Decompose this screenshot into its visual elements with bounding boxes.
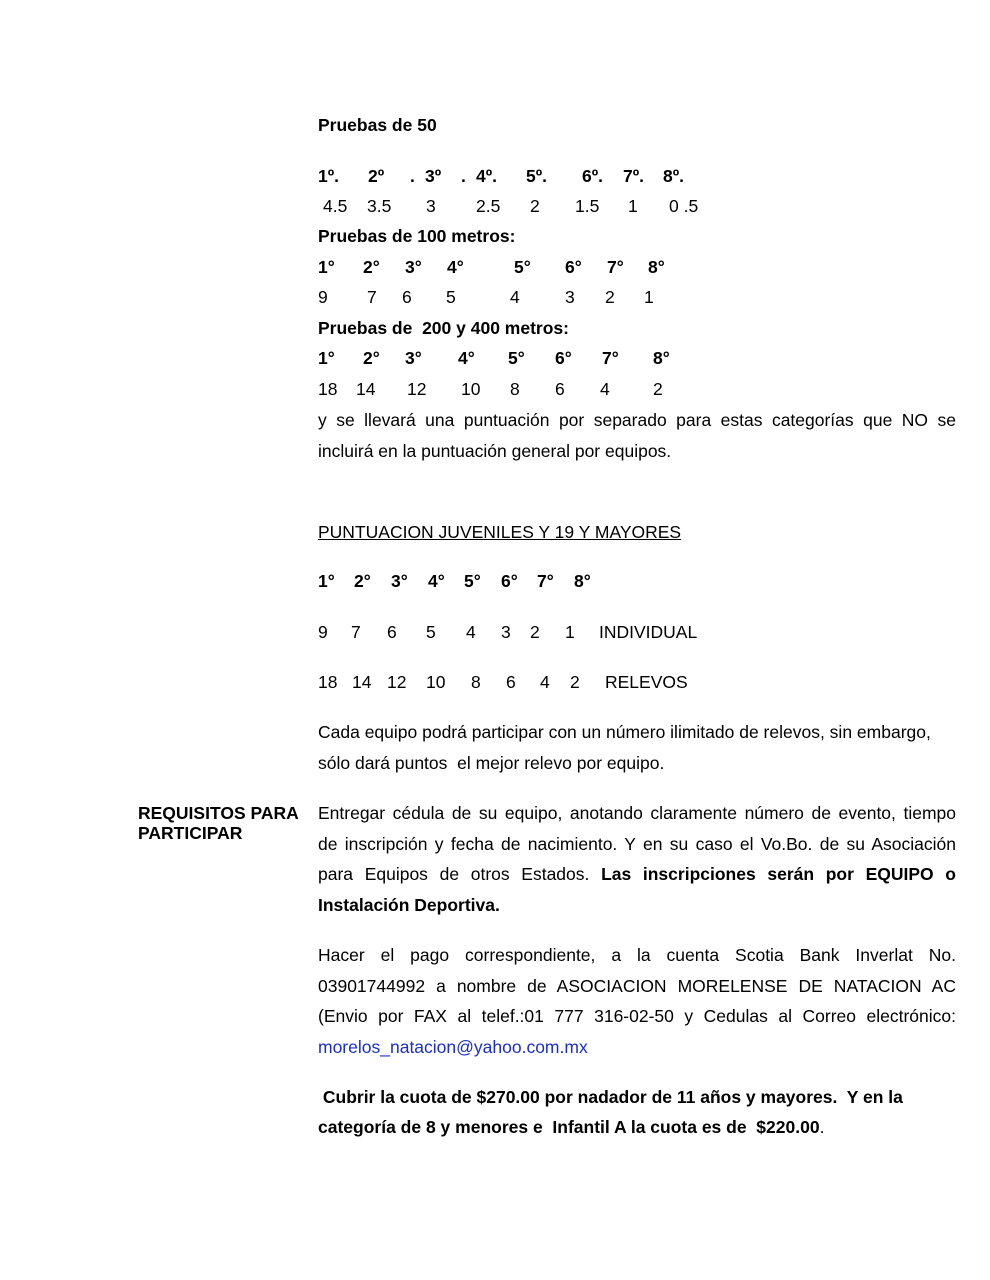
place: 6° — [565, 257, 582, 277]
points: 5 — [426, 622, 436, 642]
place: 6º. — [582, 166, 603, 186]
requisitos-p1-line4: Instalación Deportiva. — [318, 895, 500, 915]
place: 2º — [368, 166, 385, 186]
points: 8 — [510, 379, 520, 399]
place: 2° — [363, 257, 380, 277]
points: 14 — [352, 672, 372, 692]
place: 2° — [363, 348, 380, 368]
points: 6 — [506, 672, 516, 692]
email-link[interactable]: morelos_natacion@yahoo.com.mx — [318, 1037, 588, 1057]
place: 6° — [501, 571, 518, 591]
points: 9 — [318, 622, 328, 642]
requisitos-label-line2: PARTICIPAR — [138, 823, 243, 843]
requisitos-p3-line2 — [318, 1117, 824, 1137]
requisitos-p3-line2-end: . — [819, 1117, 825, 1137]
points: 2 — [570, 672, 580, 692]
requisitos-p1-line3-normal: para Equipos de otros Estados. — [318, 864, 590, 884]
points: 6 — [387, 622, 397, 642]
requisitos-p1-line3-bold: Las inscripciones serán por EQUIPO o — [601, 864, 956, 884]
points: 2 — [653, 379, 663, 399]
requisitos-p1-line1: Entregar cédula de su equipo, anotando claramente número de evento, tiempo — [318, 803, 956, 823]
requisitos-p1-line3 — [318, 864, 956, 884]
points: 6 — [402, 287, 412, 307]
place: 8° — [574, 571, 591, 591]
points: 4 — [540, 672, 550, 692]
requisitos-p2-line2: 03901744992 a nombre de ASOCIACION MORELENSE DE NATACION AC — [318, 976, 956, 996]
separado-text-line1: y se llevará una puntuación por separado para estas categorías que NO se — [318, 410, 956, 430]
place: 3° — [391, 571, 408, 591]
separado-text-line2: incluirá en la puntuación general por equipos. — [318, 441, 672, 461]
points: 8 — [471, 672, 481, 692]
requisitos-label — [138, 803, 308, 843]
points: 1 — [565, 622, 575, 642]
place: 4° — [447, 257, 464, 277]
points: 3 — [565, 287, 575, 307]
place: . — [461, 166, 466, 186]
points: 10 — [426, 672, 446, 692]
place: 4º. — [476, 166, 497, 186]
points: 5 — [446, 287, 456, 307]
points: 7 — [351, 622, 361, 642]
juveniles-title: PUNTUACION JUVENILES Y 19 Y MAYORES — [318, 522, 682, 542]
requisitos-p3-line1: Cubrir la cuota de $270.00 por nadador de 11 años y mayores. Y en la — [318, 1087, 903, 1107]
place: 4° — [458, 348, 475, 368]
points: 12 — [387, 672, 407, 692]
place: 3° — [405, 257, 422, 277]
pruebas-50-title: Pruebas de 50 — [318, 115, 437, 135]
requisitos-p2-line3: (Envio por FAX al telef.:01 777 316-02-50 y Cedulas al Correo electrónico: — [318, 1006, 956, 1026]
place: 8° — [648, 257, 665, 277]
place: 3º — [425, 166, 442, 186]
points: 2.5 — [476, 196, 501, 216]
place: 4° — [428, 571, 445, 591]
requisitos-label-line1: REQUISITOS PARA — [138, 803, 299, 823]
relevos-label: RELEVOS — [605, 672, 688, 692]
points: 3.5 — [367, 196, 392, 216]
points: 4 — [600, 379, 610, 399]
place: 1º. — [318, 166, 339, 186]
place: 1° — [318, 257, 335, 277]
place: 5° — [464, 571, 481, 591]
pruebas-100-title: Pruebas de 100 metros: — [318, 226, 516, 246]
points: 2 — [530, 622, 540, 642]
place: 5° — [508, 348, 525, 368]
place: 8° — [653, 348, 670, 368]
points: 4.5 — [323, 196, 348, 216]
place: . — [410, 166, 415, 186]
points: 6 — [555, 379, 565, 399]
points: 4 — [466, 622, 476, 642]
points: 3 — [501, 622, 511, 642]
points: 18 — [318, 379, 338, 399]
relevos-text-line2: sólo dará puntos el mejor relevo por equipo. — [318, 753, 665, 773]
points: 3 — [426, 196, 436, 216]
points: 4 — [510, 287, 520, 307]
place: 1° — [318, 348, 335, 368]
place: 7° — [607, 257, 624, 277]
place: 7º. — [623, 166, 644, 186]
points: 7 — [367, 287, 377, 307]
requisitos-p2-line1: Hacer el pago correspondiente, a la cuenta Scotia Bank Inverlat No. — [318, 945, 956, 965]
requisitos-p1-line2: de inscripción y fecha de nacimiento. Y en su caso el Vo.Bo. de su Asociación — [318, 834, 956, 854]
place: 3° — [405, 348, 422, 368]
points: 1.5 — [575, 196, 600, 216]
points: 2 — [605, 287, 615, 307]
pruebas-200-400-title: Pruebas de 200 y 400 metros: — [318, 318, 569, 338]
points: 1 — [628, 196, 638, 216]
points: 9 — [318, 287, 328, 307]
place: 7° — [537, 571, 554, 591]
points: 12 — [407, 379, 427, 399]
points: 14 — [356, 379, 376, 399]
place: 5° — [514, 257, 531, 277]
points: 0 .5 — [669, 196, 699, 216]
points: 10 — [461, 379, 481, 399]
place: 2° — [354, 571, 371, 591]
relevos-text-line1: Cada equipo podrá participar con un número ilimitado de relevos, sin embargo, — [318, 722, 931, 742]
place: 1° — [318, 571, 335, 591]
requisitos-p3-line2-bold: categoría de 8 y menores e Infantil A la cuota es de $220.00 — [318, 1117, 820, 1137]
points: 1 — [644, 287, 654, 307]
points: 18 — [318, 672, 338, 692]
place: 7° — [602, 348, 619, 368]
points: 2 — [530, 196, 540, 216]
place: 6° — [555, 348, 572, 368]
place: 5º. — [526, 166, 547, 186]
place: 8º. — [663, 166, 684, 186]
individual-label: INDIVIDUAL — [599, 622, 698, 642]
